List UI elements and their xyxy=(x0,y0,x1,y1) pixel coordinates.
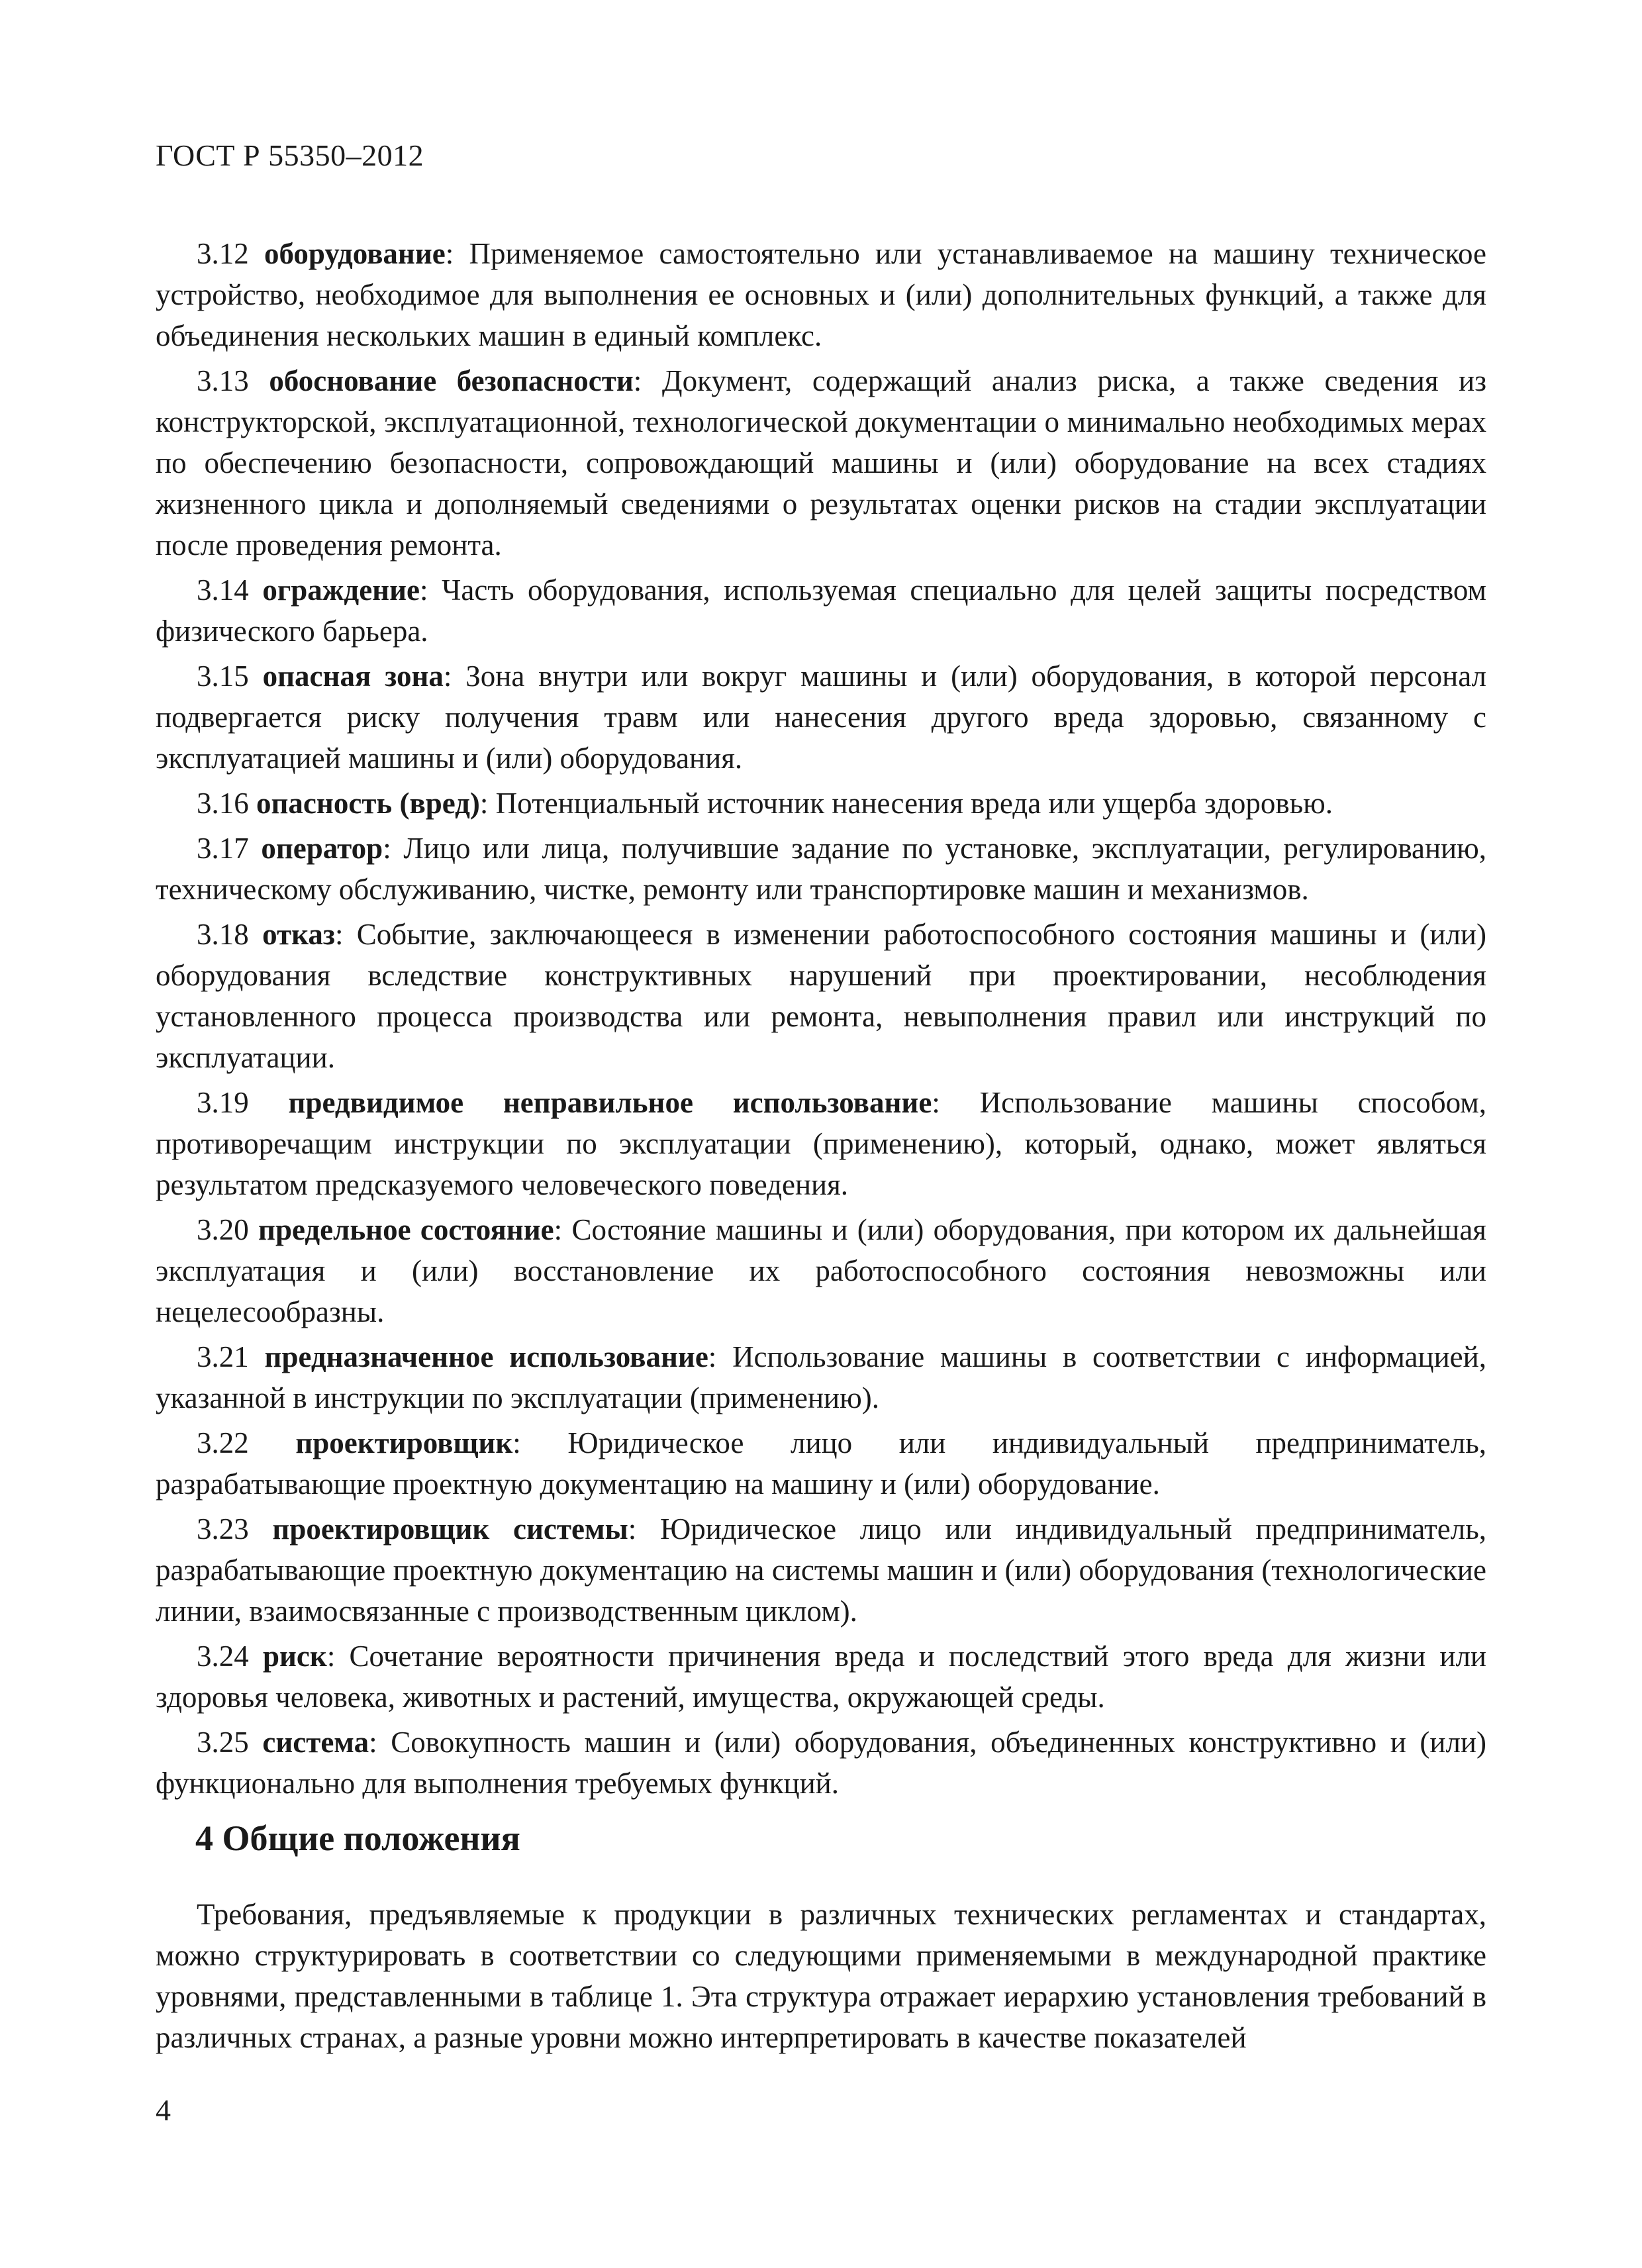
term-name: предвидимое неправильное использование xyxy=(288,1086,932,1119)
term-3-23: 3.23 проектировщик системы: Юридическое лицо или индивидуальный предприниматель, разрабатывающие проектную документацию на системы машин и (или) оборудования (технологические линии, взаимосвязанные с производственным циклом). xyxy=(156,1512,1486,1628)
term-definition: Применяемое самостоятельно или устанавливаемое на машину техническое устройство, необходимое для выполнения ее основных и (или) дополнительных функций, а также для объединения нескольких машин в единый комплекс. xyxy=(156,237,1486,352)
term-3-12: 3.12 оборудование: Применяемое самостоятельно или устанавливаемое на машину техническое устройство, необходимое для выполнения ее основных и (или) дополнительных функций, а также для объединения нескольких машин в единый комплекс. xyxy=(156,237,1486,352)
term-3-13: 3.13 обоснование безопасности: Документ, содержащий анализ риска, а также сведения из конструкторской, эксплуатационной, технологической документации о минимально необходимых мерах по обеспечению безопасности, сопровождающий машины и (или) оборудование на всех стадиях жизненного цикла и дополняемый сведениями о результатах оценки рисков на стадии эксплуатации после проведения ремонта. xyxy=(156,364,1486,562)
term-number: 3.24 xyxy=(197,1640,249,1673)
document-id-header: ГОСТ Р 55350–2012 xyxy=(156,138,424,172)
section-4-paragraph: Требования, предъявляемые к продукции в различных технических регламентах и стандартах, можно структурировать в соответствии со следующими применяемыми в международной практике уровнями, представленными в таблице 1. Эта структура отражает иерархию установления требований в различных странах, а разные уровни можно интерпретировать в качестве показателей xyxy=(156,1898,1486,2054)
terms-list xyxy=(156,233,1486,1808)
term-definition: Лицо или лица, получившие задание по установке, эксплуатации, регулированию, техническому обслуживанию, чистке, ремонту или транспортировке машин и механизмов. xyxy=(156,832,1486,906)
term-name: система xyxy=(262,1726,369,1759)
term-name: оборудование xyxy=(264,237,446,270)
term-number: 3.21 xyxy=(197,1340,249,1373)
term-number: 3.18 xyxy=(197,918,249,951)
term-definition: Потенциальный источник нанесения вреда или ущерба здоровью. xyxy=(495,787,1333,820)
term-number: 3.23 xyxy=(197,1512,249,1546)
term-3-14: 3.14 ограждение: Часть оборудования, используемая специально для целей защиты посредством физического барьера. xyxy=(156,573,1487,648)
term-definition: Часть оборудования, используемая специально для целей защиты посредством физического барьера. xyxy=(156,573,1487,648)
term-name: отказ xyxy=(262,918,335,951)
term-3-17: 3.17 оператор: Лицо или лица, получившие задание по установке, эксплуатации, регулированию, техническому обслуживанию, чистке, ремонту или транспортировке машин и механизмов. xyxy=(156,832,1486,906)
term-definition: Совокупность машин и (или) оборудования, объединенных конструктивно и (или) функционально для выполнения требуемых функций. xyxy=(156,1726,1486,1800)
term-name: ограждение xyxy=(262,573,420,607)
page-number: 4 xyxy=(156,2093,171,2127)
term-number: 3.12 xyxy=(197,237,249,270)
section-4-heading: 4 Общие положения xyxy=(195,1818,520,1858)
term-name: проектировщик xyxy=(295,1426,513,1459)
term-3-16: 3.16 опасность (вред): Потенциальный источник нанесения вреда или ущерба здоровью. xyxy=(197,787,1333,820)
term-number: 3.22 xyxy=(197,1426,249,1459)
term-number: 3.25 xyxy=(197,1726,249,1759)
term-definition: Событие, заключающееся в изменении работоспособного состояния машины и (или) оборудования вследствие конструктивных нарушений при проектировании, несоблюдения установленного процесса производства или ремонта, невыполнения правил или инструкций по эксплуатации. xyxy=(156,918,1487,1074)
term-definition: Использование машины способом, противоречащим инструкции по эксплуатации (применению), который, однако, может являться результатом предсказуемого человеческого поведения. xyxy=(156,1086,1487,1201)
term-number: 3.17 xyxy=(197,832,249,865)
term-number: 3.16 xyxy=(197,787,249,820)
term-name: оператор xyxy=(261,832,383,865)
term-3-21: 3.21 предназначенное использование: Использование машины в соответствии с информацией, указанной в инструкции по эксплуатации (применению). xyxy=(156,1340,1486,1414)
term-number: 3.13 xyxy=(197,364,249,397)
term-number: 3.15 xyxy=(197,660,249,693)
term-name: обоснование безопасности xyxy=(269,364,634,397)
term-3-22: 3.22 проектировщик: Юридическое лицо или индивидуальный предприниматель, разрабатывающие проектную документацию на машину и (или) оборудование. xyxy=(156,1426,1486,1501)
term-definition: Документ, содержащий анализ риска, а также сведения из конструкторской, эксплуатационной, технологической документации о минимально необходимых мерах по обеспечению безопасности, сопровождающий машины и (или) оборудование на всех стадиях жизненного цикла и дополняемый сведениями о результатах оценки рисков на стадии эксплуатации после проведения ремонта. xyxy=(156,364,1486,562)
term-definition: Сочетание вероятности причинения вреда и последствий этого вреда для жизни или здоровья человека, животных и растений, имущества, окружающей среды. xyxy=(156,1640,1486,1714)
term-definition: Юридическое лицо или индивидуальный предприниматель, разрабатывающие проектную документацию на системы машин и (или) оборудования (технологические линии, взаимосвязанные с производственным циклом). xyxy=(156,1512,1486,1628)
term-definition: Юридическое лицо или индивидуальный предприниматель, разрабатывающие проектную документацию на машину и (или) оборудование. xyxy=(156,1426,1486,1501)
term-definition: Зона внутри или вокруг машины и (или) оборудования, в которой персонал подвергается риску получения травм или нанесения другого вреда здоровью, связанному с эксплуатацией машины и (или) оборудования. xyxy=(156,660,1487,775)
term-name: опасность (вред) xyxy=(256,787,480,820)
term-name: проектировщик системы xyxy=(272,1512,628,1546)
term-name: опасная зона xyxy=(262,660,444,693)
term-3-24: 3.24 риск: Сочетание вероятности причинения вреда и последствий этого вреда для жизни или здоровья человека, животных и растений, имущества, окружающей среды. xyxy=(156,1640,1486,1714)
term-3-15: 3.15 опасная зона: Зона внутри или вокруг машины и (или) оборудования, в которой персонал подвергается риску получения травм или нанесения другого вреда здоровью, связанному с эксплуатацией машины и (или) оборудования. xyxy=(156,660,1487,775)
term-definition: Использование машины в соответствии с информацией, указанной в инструкции по эксплуатации (применению). xyxy=(156,1340,1486,1414)
term-3-18: 3.18 отказ: Событие, заключающееся в изменении работоспособного состояния машины и (или) оборудования вследствие конструктивных нарушений при проектировании, несоблюдения установленного процесса производства или ремонта, невыполнения правил или инструкций по эксплуатации. xyxy=(156,918,1487,1074)
term-name: предназначенное использование xyxy=(264,1340,708,1373)
term-3-20: 3.20 предельное состояние: Состояние машины и (или) оборудования, при котором их дальнейшая эксплуатация и (или) восстановление их работоспособного состояния невозможны или нецелесообразны. xyxy=(156,1213,1486,1328)
term-3-19: 3.19 предвидимое неправильное использование: Использование машины способом, противоречащим инструкции по эксплуатации (применению), который, однако, может являться результатом предсказуемого человеческого поведения. xyxy=(156,1086,1487,1201)
term-definition: Состояние машины и (или) оборудования, при котором их дальнейшая эксплуатация и (или) восстановление их работоспособного состояния невозможны или нецелесообразны. xyxy=(156,1213,1486,1328)
term-number: 3.14 xyxy=(197,573,249,607)
term-name: риск xyxy=(262,1640,327,1673)
term-3-25: 3.25 система: Совокупность машин и (или) оборудования, объединенных конструктивно и (или) функционально для выполнения требуемых функций. xyxy=(156,1726,1486,1800)
term-number: 3.19 xyxy=(197,1086,249,1119)
term-number: 3.20 xyxy=(197,1213,249,1246)
term-name: предельное состояние xyxy=(258,1213,554,1246)
